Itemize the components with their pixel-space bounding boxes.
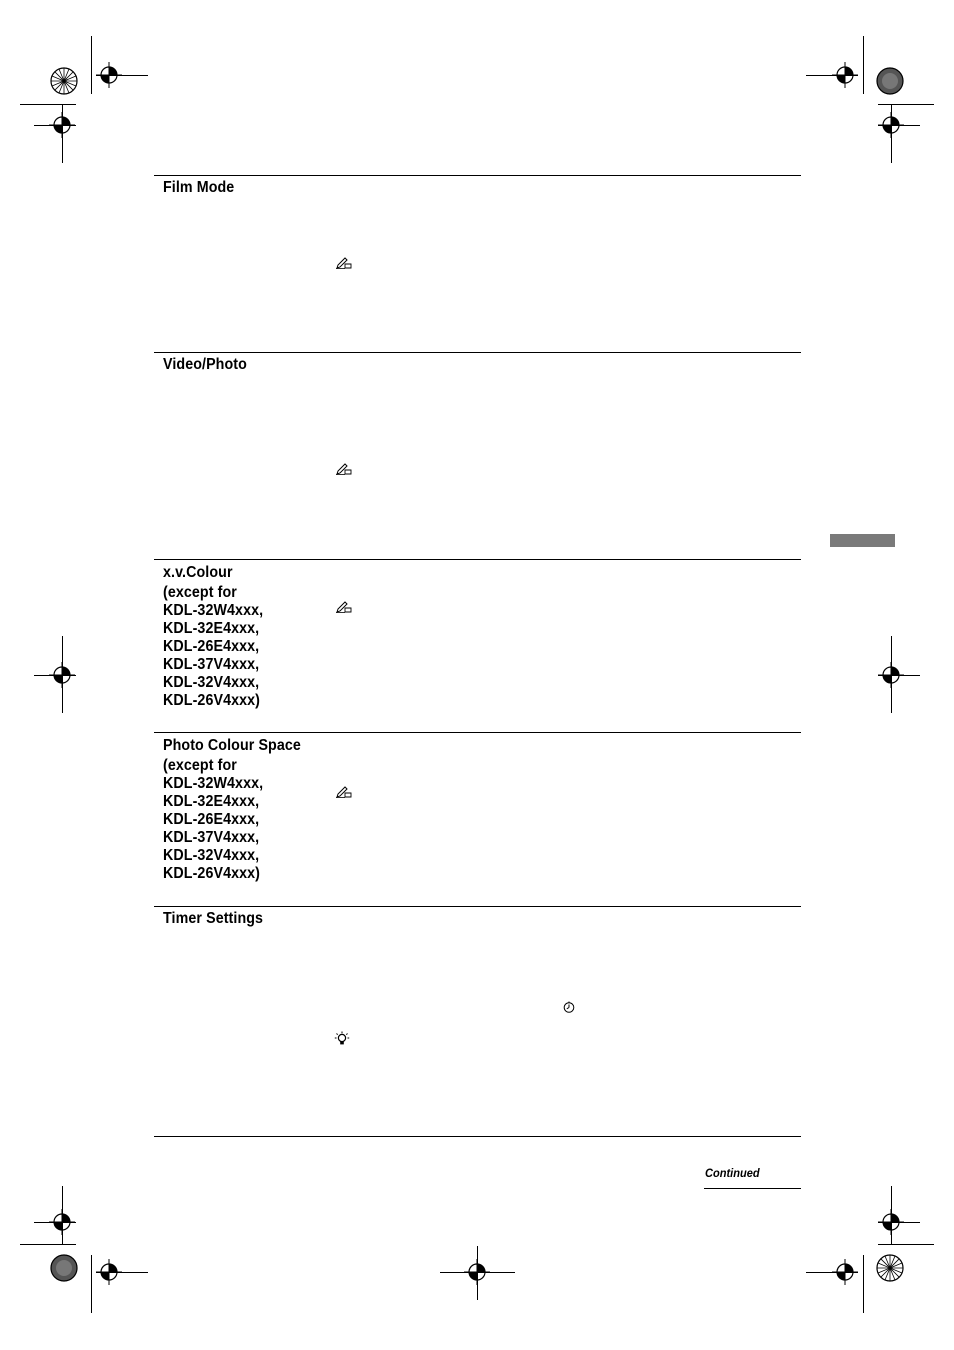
label-line: Photo Colour Space xyxy=(163,737,301,754)
star-target-icon xyxy=(876,1254,904,1282)
label-line: KDL-26E4xxx, xyxy=(163,638,260,655)
crop-line xyxy=(891,1186,892,1244)
crop-line xyxy=(891,105,892,163)
crop-line xyxy=(96,1272,148,1273)
lightbulb-hint-icon xyxy=(334,1031,350,1047)
section-divider xyxy=(154,906,801,907)
crop-line xyxy=(440,1272,515,1273)
label-line: KDL-26V4xxx) xyxy=(163,865,261,882)
label-line: KDL-32W4xxx, xyxy=(163,602,264,619)
label-line: (except for xyxy=(163,584,237,601)
crop-line xyxy=(34,125,76,126)
crop-line xyxy=(806,75,858,76)
label-line: Video/Photo xyxy=(163,356,247,373)
section-divider xyxy=(154,1136,801,1137)
continued-underline xyxy=(704,1188,801,1189)
label-line: KDL-26V4xxx) xyxy=(163,692,261,709)
star-target-icon xyxy=(876,67,904,95)
section-label-xv-colour xyxy=(163,564,263,710)
section-label-timer-settings xyxy=(163,910,263,928)
crop-line xyxy=(878,1222,920,1223)
crop-line xyxy=(863,1255,864,1313)
section-divider xyxy=(154,352,801,353)
crop-line xyxy=(34,675,76,676)
label-line: KDL-37V4xxx, xyxy=(163,829,260,846)
section-divider xyxy=(154,732,801,733)
label-line: KDL-32E4xxx, xyxy=(163,620,260,637)
crop-line xyxy=(477,1246,478,1300)
crop-line xyxy=(878,1244,934,1245)
section-divider xyxy=(154,175,801,176)
section-label-video-photo xyxy=(163,356,247,374)
note-pencil-icon xyxy=(336,786,352,798)
crop-line xyxy=(96,75,148,76)
label-line: KDL-32V4xxx, xyxy=(163,674,260,691)
crop-line xyxy=(62,1186,63,1244)
timer-clock-icon xyxy=(563,1001,575,1013)
crop-line xyxy=(20,1244,76,1245)
label-line: (except for xyxy=(163,757,237,774)
section-divider xyxy=(154,559,801,560)
label-line: KDL-37V4xxx, xyxy=(163,656,260,673)
crop-line xyxy=(878,675,920,676)
label-line: KDL-26E4xxx, xyxy=(163,811,260,828)
label-line: KDL-32V4xxx, xyxy=(163,847,260,864)
crop-line xyxy=(91,1255,92,1313)
crop-line xyxy=(878,104,934,105)
note-pencil-icon xyxy=(336,257,352,269)
crop-line xyxy=(878,125,920,126)
chapter-tab xyxy=(830,534,895,547)
crop-line xyxy=(863,36,864,94)
label-line: KDL-32E4xxx, xyxy=(163,793,260,810)
crop-line xyxy=(20,104,76,105)
note-pencil-icon xyxy=(336,463,352,475)
crop-line xyxy=(91,36,92,94)
section-label-photo-colour-space xyxy=(163,737,301,883)
label-line: KDL-32W4xxx, xyxy=(163,775,264,792)
crop-line xyxy=(806,1272,858,1273)
continued-label: Continued xyxy=(705,1166,760,1180)
crop-line xyxy=(62,105,63,163)
star-target-icon xyxy=(50,1254,78,1282)
star-target-icon xyxy=(50,67,78,95)
note-pencil-icon xyxy=(336,601,352,613)
section-label-film-mode xyxy=(163,179,234,197)
label-line: Film Mode xyxy=(163,179,235,196)
label-line: Timer Settings xyxy=(163,910,264,927)
label-line: x.v.Colour xyxy=(163,564,233,581)
crop-line xyxy=(34,1222,76,1223)
